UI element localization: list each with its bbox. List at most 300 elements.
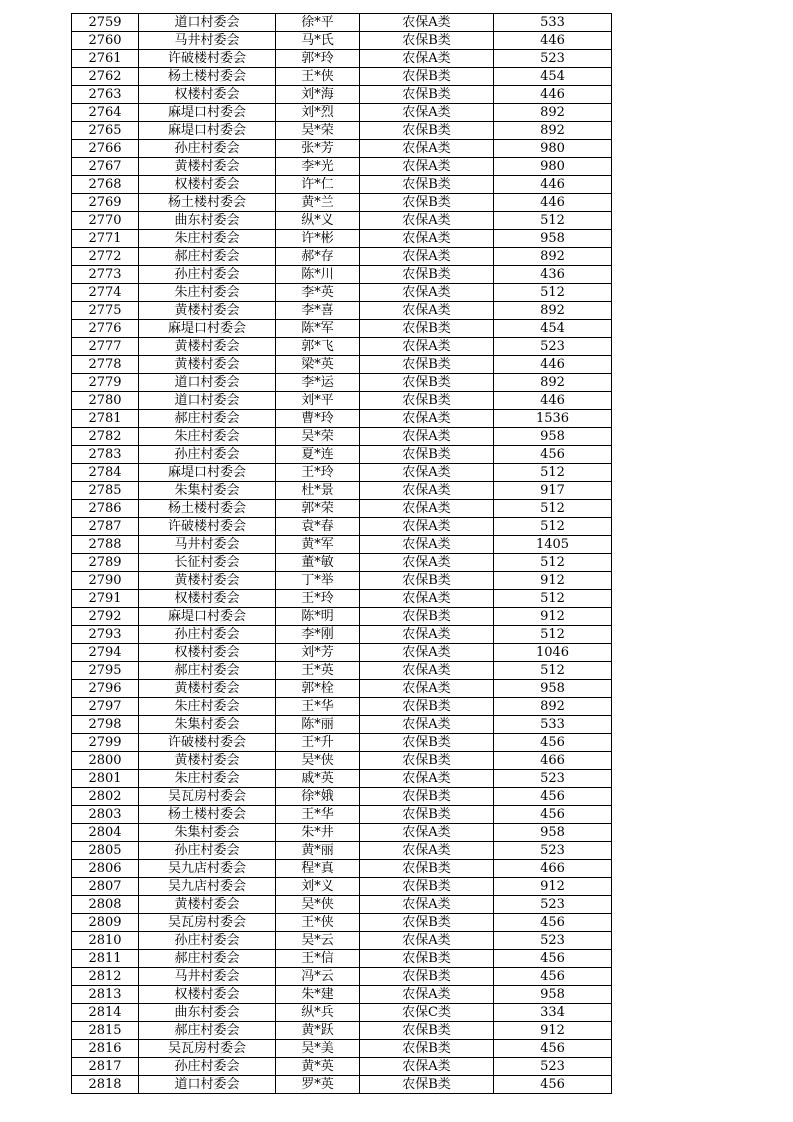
village-committee-cell: 道口村委会 <box>139 392 276 410</box>
person-name-cell: 王*华 <box>276 698 360 716</box>
amount-cell: 446 <box>494 356 612 374</box>
village-committee-cell: 朱庄村委会 <box>139 698 276 716</box>
amount-cell: 512 <box>494 626 612 644</box>
insurance-category-cell: 农保B类 <box>360 734 494 752</box>
village-committee-cell: 吴九店村委会 <box>139 860 276 878</box>
insurance-category-cell: 农保A类 <box>360 536 494 554</box>
amount-cell: 466 <box>494 752 612 770</box>
table-row <box>72 932 612 950</box>
table-row <box>72 914 612 932</box>
person-name-cell: 王*侠 <box>276 68 360 86</box>
row-number-cell: 2762 <box>72 68 139 86</box>
table-row <box>72 716 612 734</box>
insurance-category-cell: 农保B类 <box>360 572 494 590</box>
row-number-cell: 2766 <box>72 140 139 158</box>
amount-cell: 917 <box>494 482 612 500</box>
amount-cell: 512 <box>494 500 612 518</box>
insurance-category-cell: 农保A类 <box>360 464 494 482</box>
village-committee-cell: 朱庄村委会 <box>139 428 276 446</box>
village-committee-cell: 麻堤口村委会 <box>139 608 276 626</box>
village-committee-cell: 曲东村委会 <box>139 212 276 230</box>
table-row <box>72 122 612 140</box>
amount-cell: 523 <box>494 932 612 950</box>
village-committee-cell: 杨土楼村委会 <box>139 806 276 824</box>
amount-cell: 1046 <box>494 644 612 662</box>
table-row <box>72 1058 612 1076</box>
table-row <box>72 734 612 752</box>
amount-cell: 456 <box>494 734 612 752</box>
table-row <box>72 824 612 842</box>
person-name-cell: 黄*英 <box>276 1058 360 1076</box>
table-row <box>72 50 612 68</box>
village-committee-cell: 朱集村委会 <box>139 482 276 500</box>
person-name-cell: 刘*烈 <box>276 104 360 122</box>
row-number-cell: 2816 <box>72 1040 139 1058</box>
village-committee-cell: 朱庄村委会 <box>139 284 276 302</box>
person-name-cell: 徐*平 <box>276 14 360 32</box>
amount-cell: 512 <box>494 554 612 572</box>
row-number-cell: 2811 <box>72 950 139 968</box>
table-row <box>72 212 612 230</box>
insurance-category-cell: 农保A类 <box>360 230 494 248</box>
table-row <box>72 86 612 104</box>
row-number-cell: 2763 <box>72 86 139 104</box>
table-row <box>72 338 612 356</box>
village-committee-cell: 朱庄村委会 <box>139 230 276 248</box>
insurance-category-cell: 农保B类 <box>360 122 494 140</box>
person-name-cell: 吴*荣 <box>276 122 360 140</box>
person-name-cell: 王*玲 <box>276 590 360 608</box>
person-name-cell: 黄*跃 <box>276 1022 360 1040</box>
insurance-category-cell: 农保B类 <box>360 446 494 464</box>
village-committee-cell: 麻堤口村委会 <box>139 320 276 338</box>
insurance-category-cell: 农保A类 <box>360 554 494 572</box>
amount-cell: 912 <box>494 878 612 896</box>
amount-cell: 456 <box>494 806 612 824</box>
insurance-category-cell: 农保A类 <box>360 140 494 158</box>
insurance-category-cell: 农保A类 <box>360 1058 494 1076</box>
person-name-cell: 吴*云 <box>276 932 360 950</box>
village-committee-cell: 长征村委会 <box>139 554 276 572</box>
amount-cell: 446 <box>494 86 612 104</box>
person-name-cell: 陈*丽 <box>276 716 360 734</box>
table-row <box>72 104 612 122</box>
person-name-cell: 吴*荣 <box>276 428 360 446</box>
row-number-cell: 2801 <box>72 770 139 788</box>
amount-cell: 456 <box>494 446 612 464</box>
village-committee-cell: 黄楼村委会 <box>139 302 276 320</box>
amount-cell: 912 <box>494 1022 612 1040</box>
village-committee-cell: 黄楼村委会 <box>139 158 276 176</box>
person-name-cell: 纵*义 <box>276 212 360 230</box>
table-row <box>72 626 612 644</box>
amount-cell: 454 <box>494 68 612 86</box>
amount-cell: 456 <box>494 968 612 986</box>
village-committee-cell: 郝庄村委会 <box>139 1022 276 1040</box>
person-name-cell: 李*刚 <box>276 626 360 644</box>
village-committee-cell: 许破楼村委会 <box>139 50 276 68</box>
insurance-category-cell: 农保A类 <box>360 932 494 950</box>
row-number-cell: 2778 <box>72 356 139 374</box>
table-row <box>72 32 612 50</box>
person-name-cell: 吴*美 <box>276 1040 360 1058</box>
village-committee-cell: 杨土楼村委会 <box>139 500 276 518</box>
row-number-cell: 2789 <box>72 554 139 572</box>
row-number-cell: 2786 <box>72 500 139 518</box>
amount-cell: 446 <box>494 176 612 194</box>
person-name-cell: 王*升 <box>276 734 360 752</box>
village-committee-cell: 郝庄村委会 <box>139 662 276 680</box>
person-name-cell: 许*彬 <box>276 230 360 248</box>
roster-table-body <box>72 14 612 1094</box>
table-row <box>72 176 612 194</box>
table-row <box>72 1076 612 1094</box>
person-name-cell: 朱*井 <box>276 824 360 842</box>
village-committee-cell: 许破楼村委会 <box>139 734 276 752</box>
row-number-cell: 2803 <box>72 806 139 824</box>
insurance-category-cell: 农保B类 <box>360 86 494 104</box>
row-number-cell: 2814 <box>72 1004 139 1022</box>
amount-cell: 454 <box>494 320 612 338</box>
person-name-cell: 夏*连 <box>276 446 360 464</box>
row-number-cell: 2807 <box>72 878 139 896</box>
insurance-category-cell: 农保B类 <box>360 860 494 878</box>
amount-cell: 523 <box>494 896 612 914</box>
row-number-cell: 2791 <box>72 590 139 608</box>
insurance-category-cell: 农保A类 <box>360 644 494 662</box>
row-number-cell: 2813 <box>72 986 139 1004</box>
insurance-category-cell: 农保B类 <box>360 320 494 338</box>
person-name-cell: 吴*侠 <box>276 752 360 770</box>
amount-cell: 446 <box>494 32 612 50</box>
amount-cell: 533 <box>494 14 612 32</box>
row-number-cell: 2781 <box>72 410 139 428</box>
row-number-cell: 2812 <box>72 968 139 986</box>
row-number-cell: 2818 <box>72 1076 139 1094</box>
insurance-category-cell: 农保A类 <box>360 212 494 230</box>
village-committee-cell: 吴瓦房村委会 <box>139 788 276 806</box>
row-number-cell: 2770 <box>72 212 139 230</box>
insurance-category-cell: 农保A类 <box>360 482 494 500</box>
table-row <box>72 788 612 806</box>
row-number-cell: 2785 <box>72 482 139 500</box>
insurance-category-cell: 农保C类 <box>360 1004 494 1022</box>
table-row <box>72 590 612 608</box>
insurance-category-cell: 农保B类 <box>360 608 494 626</box>
row-number-cell: 2796 <box>72 680 139 698</box>
row-number-cell: 2815 <box>72 1022 139 1040</box>
table-row <box>72 842 612 860</box>
person-name-cell: 刘*平 <box>276 392 360 410</box>
amount-cell: 1536 <box>494 410 612 428</box>
insurance-category-cell: 农保A类 <box>360 14 494 32</box>
row-number-cell: 2794 <box>72 644 139 662</box>
person-name-cell: 刘*义 <box>276 878 360 896</box>
person-name-cell: 董*敏 <box>276 554 360 572</box>
person-name-cell: 王*侠 <box>276 914 360 932</box>
row-number-cell: 2788 <box>72 536 139 554</box>
village-committee-cell: 郝庄村委会 <box>139 248 276 266</box>
person-name-cell: 纵*兵 <box>276 1004 360 1022</box>
amount-cell: 1405 <box>494 536 612 554</box>
table-row <box>72 1022 612 1040</box>
village-committee-cell: 黄楼村委会 <box>139 680 276 698</box>
row-number-cell: 2769 <box>72 194 139 212</box>
village-committee-cell: 麻堤口村委会 <box>139 122 276 140</box>
village-committee-cell: 权楼村委会 <box>139 986 276 1004</box>
insurance-category-cell: 农保A类 <box>360 302 494 320</box>
person-name-cell: 郭*栓 <box>276 680 360 698</box>
person-name-cell: 张*芳 <box>276 140 360 158</box>
table-row <box>72 806 612 824</box>
insurance-category-cell: 农保A类 <box>360 716 494 734</box>
insurance-category-cell: 农保A类 <box>360 770 494 788</box>
table-row <box>72 770 612 788</box>
insurance-category-cell: 农保B类 <box>360 1022 494 1040</box>
person-name-cell: 戚*英 <box>276 770 360 788</box>
village-committee-cell: 朱庄村委会 <box>139 770 276 788</box>
row-number-cell: 2790 <box>72 572 139 590</box>
table-row <box>72 410 612 428</box>
row-number-cell: 2772 <box>72 248 139 266</box>
person-name-cell: 陈*川 <box>276 266 360 284</box>
village-committee-cell: 黄楼村委会 <box>139 572 276 590</box>
row-number-cell: 2802 <box>72 788 139 806</box>
row-number-cell: 2776 <box>72 320 139 338</box>
table-row <box>72 536 612 554</box>
person-name-cell: 朱*建 <box>276 986 360 1004</box>
insurance-category-cell: 农保A类 <box>360 104 494 122</box>
amount-cell: 892 <box>494 248 612 266</box>
village-committee-cell: 郝庄村委会 <box>139 950 276 968</box>
row-number-cell: 2800 <box>72 752 139 770</box>
table-row <box>72 446 612 464</box>
table-row <box>72 392 612 410</box>
person-name-cell: 杜*景 <box>276 482 360 500</box>
table-row <box>72 950 612 968</box>
row-number-cell: 2804 <box>72 824 139 842</box>
amount-cell: 523 <box>494 1058 612 1076</box>
person-name-cell: 刘*海 <box>276 86 360 104</box>
person-name-cell: 李*喜 <box>276 302 360 320</box>
amount-cell: 456 <box>494 788 612 806</box>
insurance-category-cell: 农保B类 <box>360 1040 494 1058</box>
insurance-category-cell: 农保A类 <box>360 338 494 356</box>
insurance-category-cell: 农保B类 <box>360 374 494 392</box>
person-name-cell: 李*光 <box>276 158 360 176</box>
village-committee-cell: 黄楼村委会 <box>139 356 276 374</box>
person-name-cell: 王*玲 <box>276 464 360 482</box>
amount-cell: 512 <box>494 590 612 608</box>
amount-cell: 892 <box>494 104 612 122</box>
village-committee-cell: 权楼村委会 <box>139 176 276 194</box>
table-row <box>72 518 612 536</box>
row-number-cell: 2797 <box>72 698 139 716</box>
person-name-cell: 郭*荣 <box>276 500 360 518</box>
person-name-cell: 郝*存 <box>276 248 360 266</box>
table-row <box>72 140 612 158</box>
amount-cell: 892 <box>494 302 612 320</box>
amount-cell: 523 <box>494 842 612 860</box>
village-committee-cell: 黄楼村委会 <box>139 338 276 356</box>
person-name-cell: 刘*芳 <box>276 644 360 662</box>
insurance-category-cell: 农保A类 <box>360 428 494 446</box>
insurance-category-cell: 农保A类 <box>360 50 494 68</box>
amount-cell: 512 <box>494 284 612 302</box>
amount-cell: 958 <box>494 680 612 698</box>
person-name-cell: 王*英 <box>276 662 360 680</box>
village-committee-cell: 道口村委会 <box>139 14 276 32</box>
row-number-cell: 2806 <box>72 860 139 878</box>
insurance-category-cell: 农保B类 <box>360 878 494 896</box>
insurance-category-cell: 农保A类 <box>360 500 494 518</box>
table-row <box>72 644 612 662</box>
row-number-cell: 2764 <box>72 104 139 122</box>
insurance-category-cell: 农保B类 <box>360 392 494 410</box>
table-row <box>72 68 612 86</box>
row-number-cell: 2792 <box>72 608 139 626</box>
insurance-category-cell: 农保A类 <box>360 842 494 860</box>
village-committee-cell: 道口村委会 <box>139 1076 276 1094</box>
insurance-category-cell: 农保A类 <box>360 896 494 914</box>
amount-cell: 334 <box>494 1004 612 1022</box>
insurance-category-cell: 农保A类 <box>360 626 494 644</box>
row-number-cell: 2799 <box>72 734 139 752</box>
person-name-cell: 丁*举 <box>276 572 360 590</box>
insurance-category-cell: 农保A类 <box>360 158 494 176</box>
village-committee-cell: 朱集村委会 <box>139 716 276 734</box>
village-committee-cell: 麻堤口村委会 <box>139 104 276 122</box>
subsidy-roster-table <box>71 13 612 1094</box>
insurance-category-cell: 农保A类 <box>360 662 494 680</box>
village-committee-cell: 杨土楼村委会 <box>139 68 276 86</box>
table-row <box>72 230 612 248</box>
amount-cell: 533 <box>494 716 612 734</box>
amount-cell: 446 <box>494 194 612 212</box>
row-number-cell: 2784 <box>72 464 139 482</box>
village-committee-cell: 孙庄村委会 <box>139 932 276 950</box>
row-number-cell: 2809 <box>72 914 139 932</box>
table-row <box>72 662 612 680</box>
amount-cell: 523 <box>494 770 612 788</box>
table-row <box>72 554 612 572</box>
village-committee-cell: 吴瓦房村委会 <box>139 914 276 932</box>
person-name-cell: 郭*飞 <box>276 338 360 356</box>
table-row <box>72 374 612 392</box>
row-number-cell: 2817 <box>72 1058 139 1076</box>
insurance-category-cell: 农保B类 <box>360 752 494 770</box>
person-name-cell: 李*运 <box>276 374 360 392</box>
table-row <box>72 500 612 518</box>
table-row <box>72 248 612 266</box>
village-committee-cell: 黄楼村委会 <box>139 896 276 914</box>
village-committee-cell: 孙庄村委会 <box>139 140 276 158</box>
person-name-cell: 陈*明 <box>276 608 360 626</box>
person-name-cell: 马*氏 <box>276 32 360 50</box>
row-number-cell: 2787 <box>72 518 139 536</box>
amount-cell: 446 <box>494 392 612 410</box>
amount-cell: 436 <box>494 266 612 284</box>
insurance-category-cell: 农保B类 <box>360 950 494 968</box>
village-committee-cell: 权楼村委会 <box>139 590 276 608</box>
table-row <box>72 572 612 590</box>
insurance-category-cell: 农保A类 <box>360 986 494 1004</box>
table-row <box>72 428 612 446</box>
insurance-category-cell: 农保B类 <box>360 266 494 284</box>
table-row <box>72 752 612 770</box>
row-number-cell: 2765 <box>72 122 139 140</box>
village-committee-cell: 孙庄村委会 <box>139 626 276 644</box>
row-number-cell: 2780 <box>72 392 139 410</box>
person-name-cell: 袁*春 <box>276 518 360 536</box>
village-committee-cell: 道口村委会 <box>139 374 276 392</box>
amount-cell: 958 <box>494 824 612 842</box>
person-name-cell: 程*真 <box>276 860 360 878</box>
table-row <box>72 608 612 626</box>
row-number-cell: 2771 <box>72 230 139 248</box>
amount-cell: 980 <box>494 140 612 158</box>
amount-cell: 892 <box>494 122 612 140</box>
insurance-category-cell: 农保B类 <box>360 1076 494 1094</box>
insurance-category-cell: 农保A类 <box>360 248 494 266</box>
row-number-cell: 2783 <box>72 446 139 464</box>
amount-cell: 958 <box>494 986 612 1004</box>
village-committee-cell: 孙庄村委会 <box>139 266 276 284</box>
insurance-category-cell: 农保B类 <box>360 968 494 986</box>
amount-cell: 512 <box>494 662 612 680</box>
village-committee-cell: 马井村委会 <box>139 968 276 986</box>
table-row <box>72 1040 612 1058</box>
insurance-category-cell: 农保A类 <box>360 410 494 428</box>
person-name-cell: 徐*娥 <box>276 788 360 806</box>
insurance-category-cell: 农保B类 <box>360 788 494 806</box>
row-number-cell: 2774 <box>72 284 139 302</box>
insurance-category-cell: 农保A类 <box>360 680 494 698</box>
insurance-category-cell: 农保A类 <box>360 284 494 302</box>
row-number-cell: 2775 <box>72 302 139 320</box>
table-row <box>72 860 612 878</box>
village-committee-cell: 吴瓦房村委会 <box>139 1040 276 1058</box>
person-name-cell: 梁*英 <box>276 356 360 374</box>
table-row <box>72 896 612 914</box>
village-committee-cell: 权楼村委会 <box>139 86 276 104</box>
row-number-cell: 2782 <box>72 428 139 446</box>
village-committee-cell: 许破楼村委会 <box>139 518 276 536</box>
insurance-category-cell: 农保B类 <box>360 176 494 194</box>
person-name-cell: 许*仁 <box>276 176 360 194</box>
village-committee-cell: 郝庄村委会 <box>139 410 276 428</box>
amount-cell: 512 <box>494 464 612 482</box>
insurance-category-cell: 农保B类 <box>360 32 494 50</box>
table-row <box>72 302 612 320</box>
amount-cell: 523 <box>494 338 612 356</box>
table-row <box>72 698 612 716</box>
row-number-cell: 2793 <box>72 626 139 644</box>
person-name-cell: 曹*玲 <box>276 410 360 428</box>
village-committee-cell: 黄楼村委会 <box>139 752 276 770</box>
insurance-category-cell: 农保B类 <box>360 356 494 374</box>
row-number-cell: 2760 <box>72 32 139 50</box>
insurance-category-cell: 农保B类 <box>360 194 494 212</box>
table-row <box>72 194 612 212</box>
table-row <box>72 968 612 986</box>
amount-cell: 456 <box>494 914 612 932</box>
person-name-cell: 王*信 <box>276 950 360 968</box>
village-committee-cell: 吴九店村委会 <box>139 878 276 896</box>
village-committee-cell: 权楼村委会 <box>139 644 276 662</box>
table-row <box>72 878 612 896</box>
row-number-cell: 2810 <box>72 932 139 950</box>
